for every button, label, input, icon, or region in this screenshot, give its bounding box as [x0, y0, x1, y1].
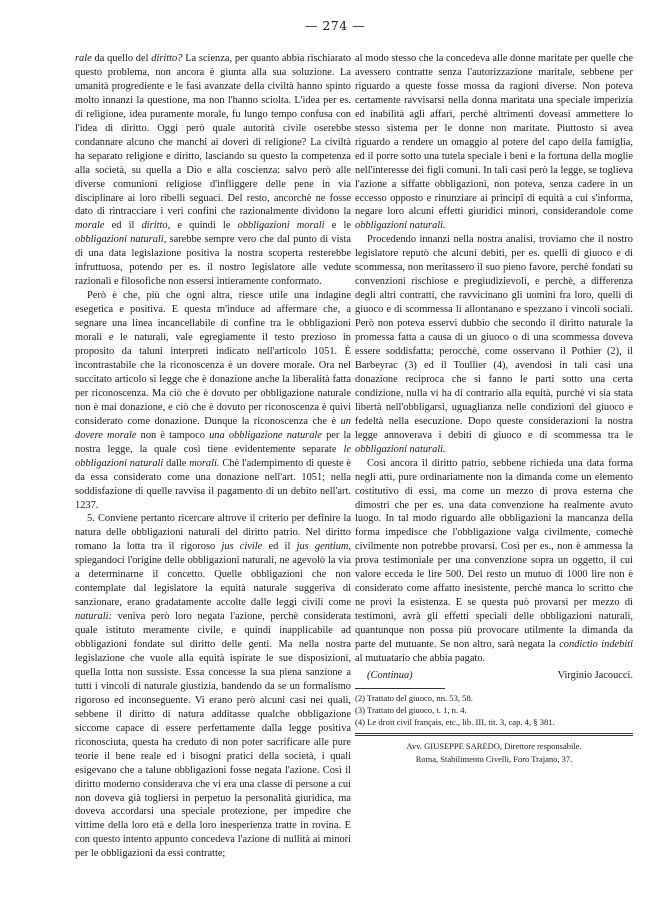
footnote: (3) Trattato del giuoco, t. 1, n. 4. — [355, 704, 467, 715]
left-column — [75, 52, 351, 861]
footnote: (2) Trattato del giuoco, nn. 53, 58. — [355, 692, 473, 703]
imprint — [355, 740, 633, 766]
italic-run: rale — [75, 53, 92, 64]
right-column — [355, 52, 633, 766]
paragraph: al modo stesso che la concedeva alle donne maritate per quelle che avessero contratte senza l'autorizzazione maritale, sebbene per riguardo a queste fosse mossa da ragioni diverse. Non poteva certamente ravvisarsi nella donna maritata una speciale imperizia ed inabilità agli affari, perchè altrimenti doveasi ammettere lo stesso sistema per le donne non maritate. Piuttosto si avea riguardo a rendere un omaggio al potere del capo della famiglia, ed il porre sotto una tutela speciale i beni e la fortuna della moglie nell'interesse dei figli comuni. In tali casi però la legge, se toglieva l'azione a siffatte obbligazioni, non poteva, senza cadere in un eccesso opposto e rinunziare ai principî di equità a cui s'informa, negare loro alcuni effetti giuridici minori, considerandole come obbligazioni naturali. — [355, 53, 633, 232]
italic-run: obbligazioni naturali. — [355, 220, 446, 232]
signature-row — [355, 669, 633, 683]
paragraph: Procedendo innanzi nella nostra analisi, troviamo che il nostro legislatore reputò che alcuni debiti, per es. quelli di giuoco e di scommessa, non meritassero il suo pieno favore, perchè fondati su convenzioni rischiose e pregiudizievoli, e perchè, a differenza degli altri contratti, che ravvicinano gli uomini fra loro, quelli di giuoco e di scommessa li allontanano e spezzano i vincoli sociali. Però non poteva esservi dubbio che secondo il diritto naturale la promessa fatta a causa di un giuoco o di una scommessa doveva essere soddisfatta; perocchè, come osservano il Pothier (2), il Barbeyrac (3) ed il Toullier (4), avendosi in tali casi una donazione reciproca che si fanno le parti sotto una certa condizione, nulla vi ha di contrario alla equità, purchè vi sia stata libertà nell'obbligarsi, uguaglianza nelle condizioni del giuoco e fedeltà nella esecuzione. Dopo queste considerazioni la nostra legge annoverava i debiti di giuoco e di scommessa tra le obbligazioni naturali. — [355, 234, 633, 455]
paragraph: 5. Conviene pertanto ricercare altrove il criterio per definire la natura delle obbligazioni naturali del diritto patrio. Nel diritto romano la lotta tra il rigoroso jus civile ed il jus gentium, spiegandoci l'origine delle obbligazioni naturali, ne agevolò la via a determinarne il concetto. Quelle obbligazioni che non contemplate dal legislatore la equità naturale suggeriva di sanzionare, erano gradatamente accolte dalle leggi civili come naturali: veniva però loro negata l'azione, perchè considerata quale istituto meramente civile, e quindi inapplicabile ad obbligazioni fondate sul diritto delle genti. Ma nella nostra legislazione che vuole alla equità ispirate le sue disposizioni, quella lotta non sussiste. Essa concesse la sua piena sanzione a tutti i vincoli di naturale giustizia, bandendo da se un formalismo rigoroso ed inconseguente. Vi erano però alcuni casi nei quali, sebbene il diritto di natura additasse qualche obbligazione siccome capace di essere perfettamente dalla legge positiva riconosciuta, questa ha creduto di non poter sacrificare alle pure teorie il bene reale ed i bisogni pratici della società, i quali esigevano che a talune obbligazioni fosse negata l'azione. Così il diritto moderno considerava che vi era una classe di persone a cui non doveva già togliersi in perpetuo la personalità giuridica, ma dovevа accordarsi una speciale protezione, per impedire che vittime della loro età e della loro inesperienza tratte in rovina. E con questo intento appunto concedeva l'azione di nullità ai minori per le obbligazioni da essi contratte; — [75, 513, 351, 860]
paragraph: Però è che, più che ogni altra, riesce utile una indagine esegetica e positiva. E questa m'induce ad affermare che, a segnare una linea incancellabile di confine tra le obbligazioni morali e le naturali, vale egregiamente il testo prezioso in proposito da taluni interpreti indicato nell'articolo 1051. È incontrastabile che la riconoscenza è un dovere morale. Ora nel succitato articolo si legge che è donazione anche la liberalità fatta per riconoscenza. Ma ciò che è dovuto per obbligazione naturale non è mai donazione, e ciò che è dovuto per riconoscenza è quivi considerato come donazione. Dunque la riconoscenza che è un dovere morale non è tampoco una obbligazione naturale per la nostra legge, la quale così tiene evidentemente separate le obbligazioni naturali dalle morali. Chè l'adempimento di queste è da essa considerato come una donazione nell'art. 1051; nella soddisfazione di quelle ravvisa il pagamento di un debito nell'art. 1237. — [75, 290, 352, 511]
italic-run: obbligazioni naturali. — [355, 443, 446, 455]
italic-run: un dovere morale — [75, 415, 351, 441]
footnote: (4) Le droit civil français, etc., lib. III, tit. 3, cap. 4, § 381. — [355, 716, 555, 727]
imprint-divider — [355, 733, 633, 736]
italic-run: obbligazioni morali — [237, 220, 325, 232]
footnote-divider — [355, 688, 445, 689]
printer-line: Roma, Stabilimento Civelli, Foro Trajano, 37. — [415, 753, 573, 764]
editor-line: Avv. GIUSEPPE SAREDO, Direttore responsabile. — [406, 740, 582, 751]
italic-run: diritto? — [151, 53, 183, 64]
italic-run: le obbligazioni naturali — [75, 443, 351, 469]
italic-run: una obbligazione naturale — [209, 429, 322, 441]
author-signature: Virginio Jacoucci. — [557, 669, 633, 681]
paragraph: rale da quello del diritto? La scienza, per quanto abbia rischiarato questo problema, non ancora è giunta alla sua soluzione. La umanità progrediente e le fasi avanzate della civiltà hanno spinto molto innanzi la questione, ma non l'hanno sciolta. L'idea per es. di religione, idea puramente morale, fu lungo tempo confusa con l'idea di diritto. Oggi però quale autorità civile oserebbe condannare alcuno che manchi ai doveri di religione? La civiltà ha separato religione e diritto, lasciando su questo la competenza alla società, su quella a Dio e alla coscienza: salvo però alle diverse comunioni religiose d'infliggere delle pene in via disciplinare ai loro ribelli seguaci. Del resto, ancorchè ne fosse dato di rintracciare i veri confini che razionalmente dividono la morale ed il diritto, e quindi le obbligazioni morali e le obbligazioni naturali, sarebbe sempre vero che dal punto di vista di una data legislazione positiva la nostra scoperta resterebbe infruttuosa, potendo per es. il nostro legislatore alle vedute razionali e filosofiche non essersi intieramente conformato. — [75, 53, 351, 288]
footnotes — [355, 692, 633, 728]
italic-run: condictio indebiti — [559, 639, 633, 651]
italic-run: naturali: — [75, 611, 112, 623]
continua-note: (Continua) — [367, 669, 413, 681]
italic-run: morale — [75, 220, 105, 232]
italic-run: morali. — [189, 457, 220, 469]
italic-run: diritto, — [141, 220, 171, 232]
page-number: — 274 — — [304, 18, 366, 33]
italic-run: obbligazioni naturali, — [75, 234, 167, 246]
italic-run: jus civile — [221, 541, 263, 553]
paragraph: Così ancora il diritto patrio, sebbene richieda una data forma negli atti, pure ordinariamente non la dimanda come un elemento costitutivo di essi, ma come un mezzo di prova esterna che dimostri che per es. una data convenzione ha realmente avuto luogo. In tal modo riguardo alle obbligazioni la mancanza della forma impedisce che l'obbligazione valga civilmente, comechè civilmente non potrebbe provarsi. Così per es., non è ammessa la prova testimoniale per una convenzione sopra un oggetto, il cui valore ecceda le lire 500. Del resto un mutuo di 1000 lire non è considerato come affatto inesistente, perchè manca lo scritto che ne provi la esistenza. E se questa può provarsi per mezzo di testimoni, avrà gli effetti speciali delle obbligazioni naturali, quantunque non possa più provocare utilmente la dimanda da parte del mutuante. Se non altro, sarà negata la condictio indebiti al mutuatario che abbia pagato. — [355, 457, 633, 664]
italic-run: jus gentium, — [296, 541, 351, 553]
